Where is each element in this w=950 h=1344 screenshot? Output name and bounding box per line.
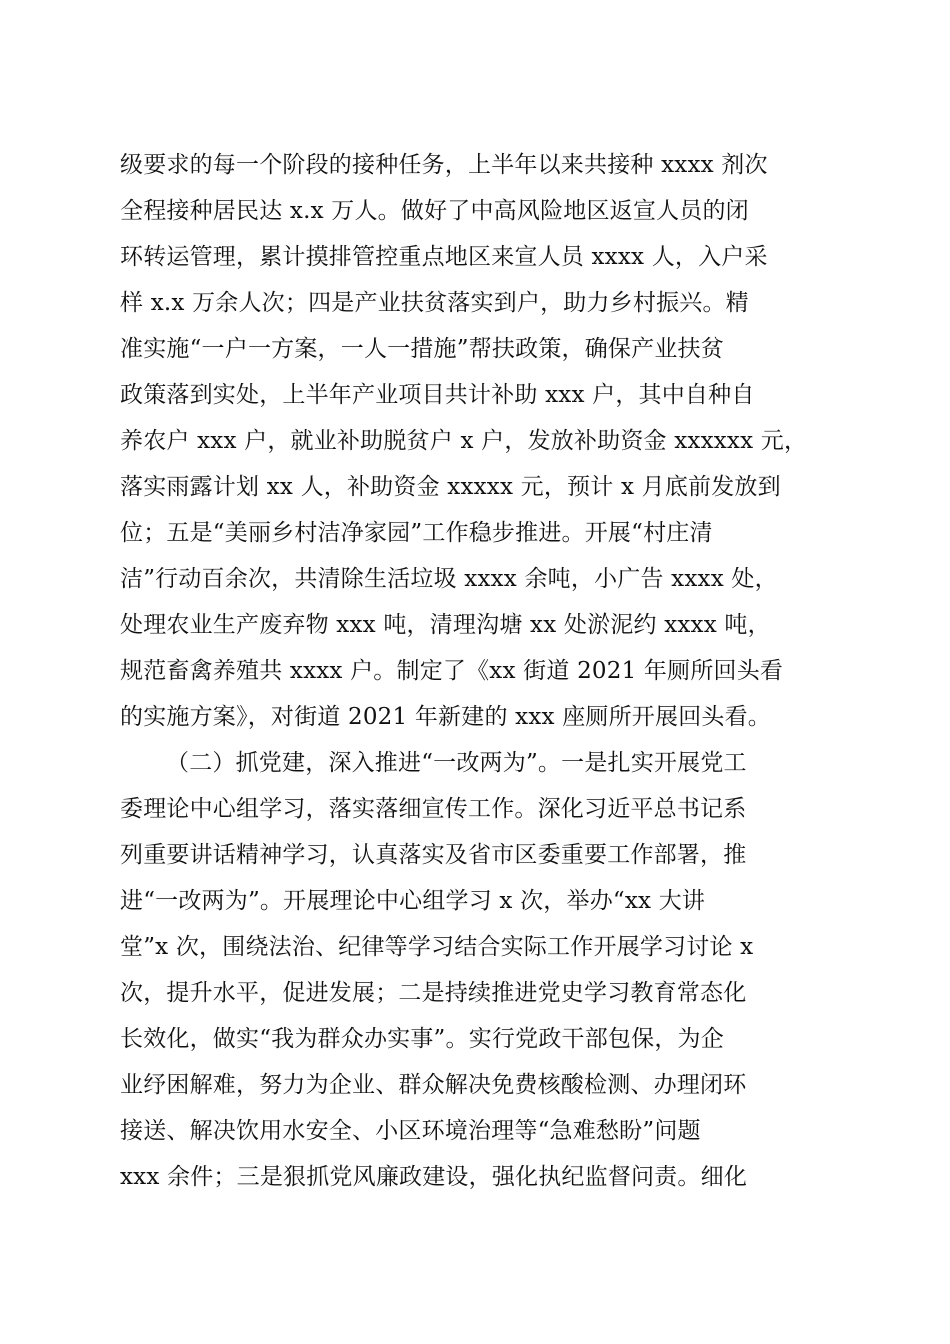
text-line: 落实雨露计划 xx 人，补助资金 xxxxx 元，预计 x 月底前发放到 (120, 474, 781, 500)
text-line: 接送、解决饮用水安全、小区环境治理等“急难愁盼”问题 (120, 1118, 701, 1144)
text-line: 次，提升水平，促进发展；二是持续推进党史学习教育常态化 (120, 980, 747, 1006)
document-body (120, 142, 860, 1200)
text-line: 列重要讲话精神学习，认真落实及省市区委重要工作部署，推 (120, 842, 747, 868)
text-line: 规范畜禽养殖共 xxxx 户。制定了《xx 街道 2021 年厕所回头看 (120, 658, 784, 684)
text-line: 全程接种居民达 x.x 万人。做好了中高风险地区返宣人员的闭 (120, 198, 749, 224)
text-line: 样 x.x 万余人次；四是产业扶贫落实到户，助力乡村振兴。精 (120, 290, 749, 316)
text-line: 的实施方案》，对街道 2021 年新建的 xxx 座厕所开展回头看。 (120, 704, 771, 730)
text-line: 进“一改两为”。开展理论中心组学习 x 次，举办“xx 大讲 (120, 888, 706, 914)
text-line: 政策落到实处，上半年产业项目共计补助 xxx 户，其中自种自 (120, 382, 755, 408)
text-line: 业纾困解难，努力为企业、群众解决免费核酸检测、办理闭环 (120, 1072, 747, 1098)
text-line: 委理论中心组学习，落实落细宣传工作。深化习近平总书记系 (120, 796, 747, 822)
text-line: 环转运管理，累计摸排管控重点地区来宣人员 xxxx 人，入户采 (120, 244, 768, 270)
text-line: 准实施“一户一方案，一人一措施”帮扶政策，确保产业扶贫 (120, 336, 724, 362)
text-line: xxx 余件；三是狠抓党风廉政建设，强化执纪监督问责。细化 (120, 1164, 748, 1190)
text-line: 位；五是“美丽乡村洁净家园”工作稳步推进。开展“村庄清 (120, 520, 713, 546)
text-line: 长效化，做实“我为群众办实事”。实行党政干部包保，为企 (120, 1026, 724, 1052)
text-line: 养农户 xxx 户，就业补助脱贫户 x 户，发放补助资金 xxxxxx 元， (120, 428, 808, 454)
text-line: 堂”x 次，围绕法治、纪律等学习结合实际工作开展学习讨论 x (120, 934, 754, 960)
text-line: 处理农业生产废弃物 xxx 吨，清理沟塘 xx 处淤泥约 xxxx 吨， (120, 612, 771, 638)
section-heading-line: （二）抓党建，深入推进“一改两为”。一是扎实开展党工 (166, 750, 747, 776)
text-line: 洁”行动百余次，共清除生活垃圾 xxxx 余吨，小广告 xxxx 处， (120, 566, 778, 592)
text-line: 级要求的每一个阶段的接种任务，上半年以来共接种 xxxx 剂次 (120, 152, 768, 178)
